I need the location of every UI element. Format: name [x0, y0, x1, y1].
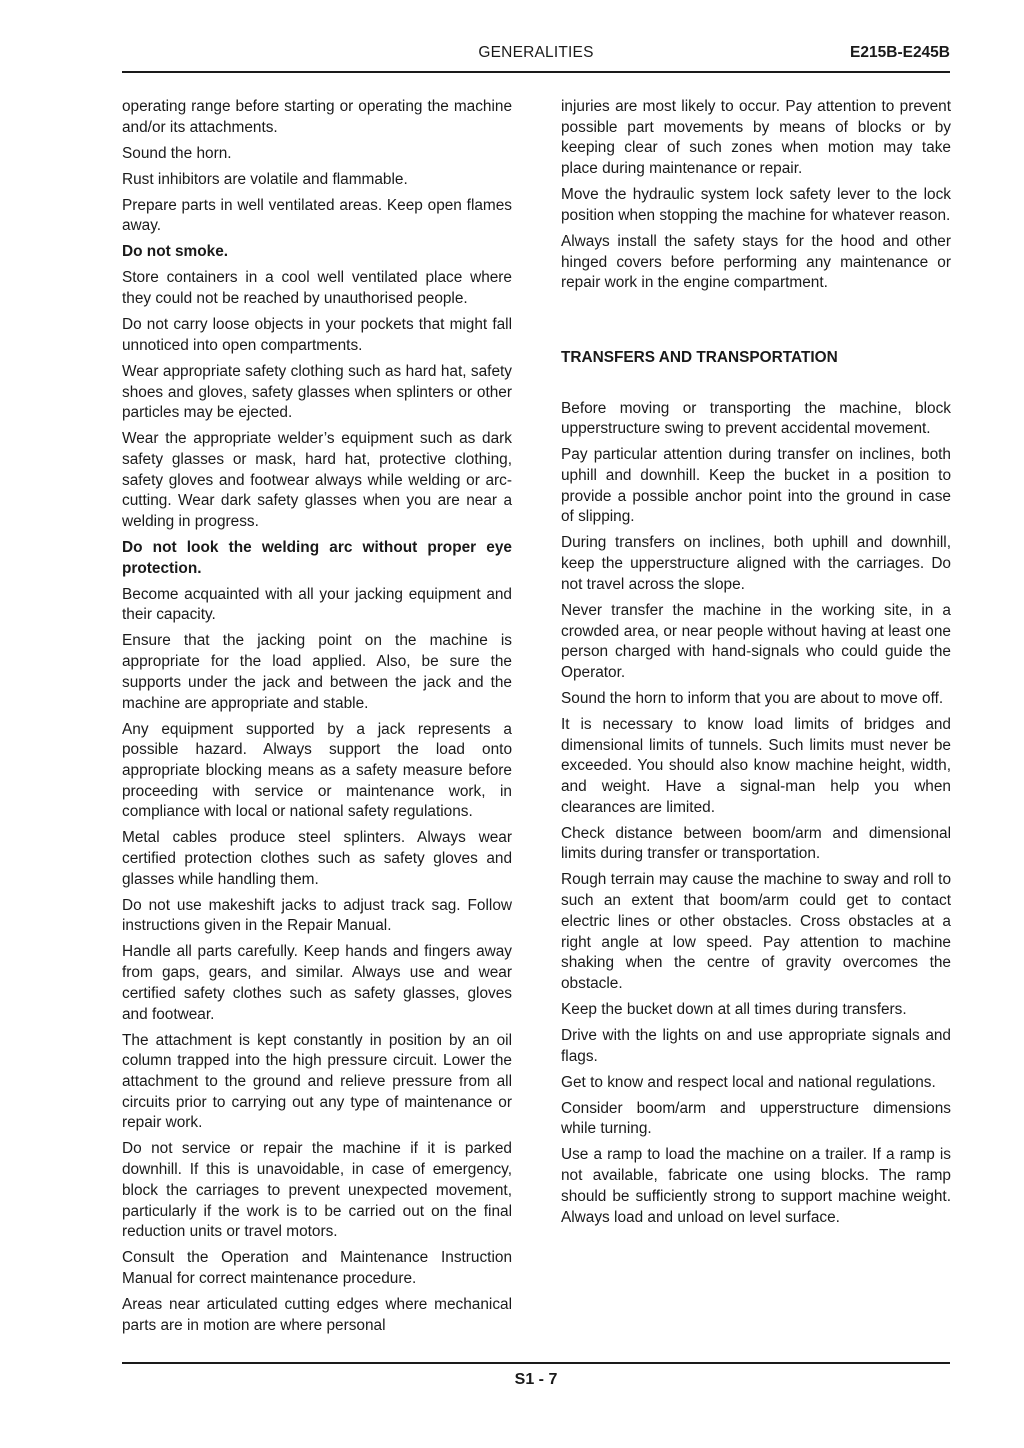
right-column — [561, 97, 951, 1234]
paragraph: It is necessary to know load limits of bridges and dimensional limits of tunnels. Such limits must never be exceeded. You should also know machine height, width, and weight. Have a signal-man help you when clearances are limited. — [561, 715, 951, 816]
paragraph: Areas near articulated cutting edges where mechanical parts are in motion are where personal — [122, 1295, 512, 1334]
paragraph: Wear the appropriate welder’s equipment such as dark safety glasses or mask, hard hat, protective clothing, safety gloves and footwear always while welding or arc-cutting. Wear dark safety glasses when you are near a welding in progress. — [122, 430, 512, 531]
paragraph: Handle all parts carefully. Keep hands and fingers away from gaps, gears, and similar. Always use and wear certified safety clothes such as safety glasses, gloves and footwear. — [122, 943, 512, 1023]
paragraph: Do not carry loose objects in your pockets that might fall unnoticed into open compartments. — [122, 316, 512, 354]
paragraph: Get to know and respect local and national regulations. — [561, 1073, 936, 1091]
footer-rule — [122, 1362, 950, 1364]
paragraph: The attachment is kept constantly in position by an oil column trapped into the high pressure circuit. Lower the attachment to the ground and relieve pressure from all circuits prior to carrying out any type of maintenance or repair work. — [122, 1031, 512, 1132]
paragraph: Sound the horn to inform that you are about to move off. — [561, 689, 944, 707]
paragraph: operating range before starting or operating the machine and/or its attachments. — [122, 98, 512, 136]
paragraph: Wear appropriate safety clothing such as hard hat, safety shoes and gloves, safety glasses when splinters or other particles may be ejected. — [122, 362, 512, 422]
paragraph: Any equipment supported by a jack represents a possible hazard. Always support the load onto appropriate blocking means as a safety measure before proceeding with service or maintenance work, in compliance with local or national safety regulations. — [122, 720, 512, 821]
paragraph: Do not service or repair the machine if it is parked downhill. If this is unavoidable, in case of emergency, block the carriages to prevent unexpected movement, particularly if the work is to be carried out on the final reduction units or travel motors. — [122, 1140, 512, 1241]
paragraph: Consult the Operation and Maintenance Instruction Manual for correct maintenance procedure. — [122, 1249, 512, 1287]
paragraph: Use a ramp to load the machine on a trailer. If a ramp is not available, fabricate one using blocks. The ramp should be sufficiently strong to support machine weight. Always load and unload on level surface. — [561, 1146, 951, 1226]
paragraph: Do not use makeshift jacks to adjust track sag. Follow instructions given in the Repair Manual. — [122, 896, 512, 935]
section-heading: TRANSFERS AND TRANSPORTATION — [561, 348, 838, 366]
paragraph: Consider boom/arm and upperstructure dimensions while turning. — [561, 1099, 951, 1138]
paragraph: Always install the safety stays for the hood and other hinged covers before performing any maintenance or repair work in the engine compartment. — [561, 232, 951, 292]
page-number: S1 - 7 — [514, 1371, 558, 1388]
paragraph: injuries are most likely to occur. Pay attention to prevent possible part movements by means of blocks or by keeping clear of such zones when motion may take place during maintenance or repair. — [561, 98, 951, 178]
paragraph: Ensure that the jacking point on the machine is appropriate for the load applied. Also, be sure the supports under the jack and between the jack and the machine are appropriate and stable. — [122, 632, 512, 712]
warning-paragraph: Do not smoke. — [122, 243, 229, 261]
header-model-code: E215B-E245B — [850, 44, 950, 61]
left-column — [122, 97, 512, 1342]
warning-paragraph: Do not look the welding arc without proper eye protection. — [122, 539, 512, 577]
paragraph: Rough terrain may cause the machine to sway and roll to such an extent that boom/arm could get to contact electric lines or other obstacles. Cross obstacles at a right angle at low speed. Pay attention to machine shaking when the centre of gravity overcomes the obstacle. — [561, 871, 951, 992]
paragraph: Pay particular attention during transfer on inclines, both uphill and downhill. Keep the bucket in a position to provide a possible anchor point into the ground in case of slipping. — [561, 446, 951, 526]
paragraph: Prepare parts in well ventilated areas. Keep open flames away. — [122, 196, 512, 235]
paragraph: Store containers in a cool well ventilated place where they could not be reached by unauthorised people. — [122, 269, 512, 308]
paragraph: Before moving or transporting the machine, block upperstructure swing to prevent accidental movement. — [561, 399, 951, 438]
paragraph: Drive with the lights on and use appropriate signals and flags. — [561, 1026, 951, 1065]
paragraph: Move the hydraulic system lock safety lever to the lock position when stopping the machine for whatever reason. — [561, 186, 951, 224]
header-rule — [122, 71, 950, 73]
paragraph: Never transfer the machine in the working site, in a crowded area, or near people without having at least one person charged with hand-signals who could guide the Operator. — [561, 601, 951, 681]
page-header — [122, 44, 950, 66]
paragraph: Rust inhibitors are volatile and flammable. — [122, 170, 408, 188]
paragraph: Metal cables produce steel splinters. Always wear certified protection clothes such as safety gloves and glasses while handling them. — [122, 829, 512, 888]
paragraph: Sound the horn. — [122, 144, 232, 162]
paragraph: During transfers on inclines, both uphill and downhill, keep the upperstructure aligned with the carriages. Do not travel across the slope. — [561, 534, 951, 593]
paragraph: Check distance between boom/arm and dimensional limits during transfer or transportation. — [561, 824, 951, 863]
header-section-title: GENERALITIES — [478, 44, 594, 61]
paragraph: Become acquainted with all your jacking equipment and their capacity. — [122, 585, 512, 624]
paragraph: Keep the bucket down at all times during transfers. — [561, 1000, 907, 1018]
